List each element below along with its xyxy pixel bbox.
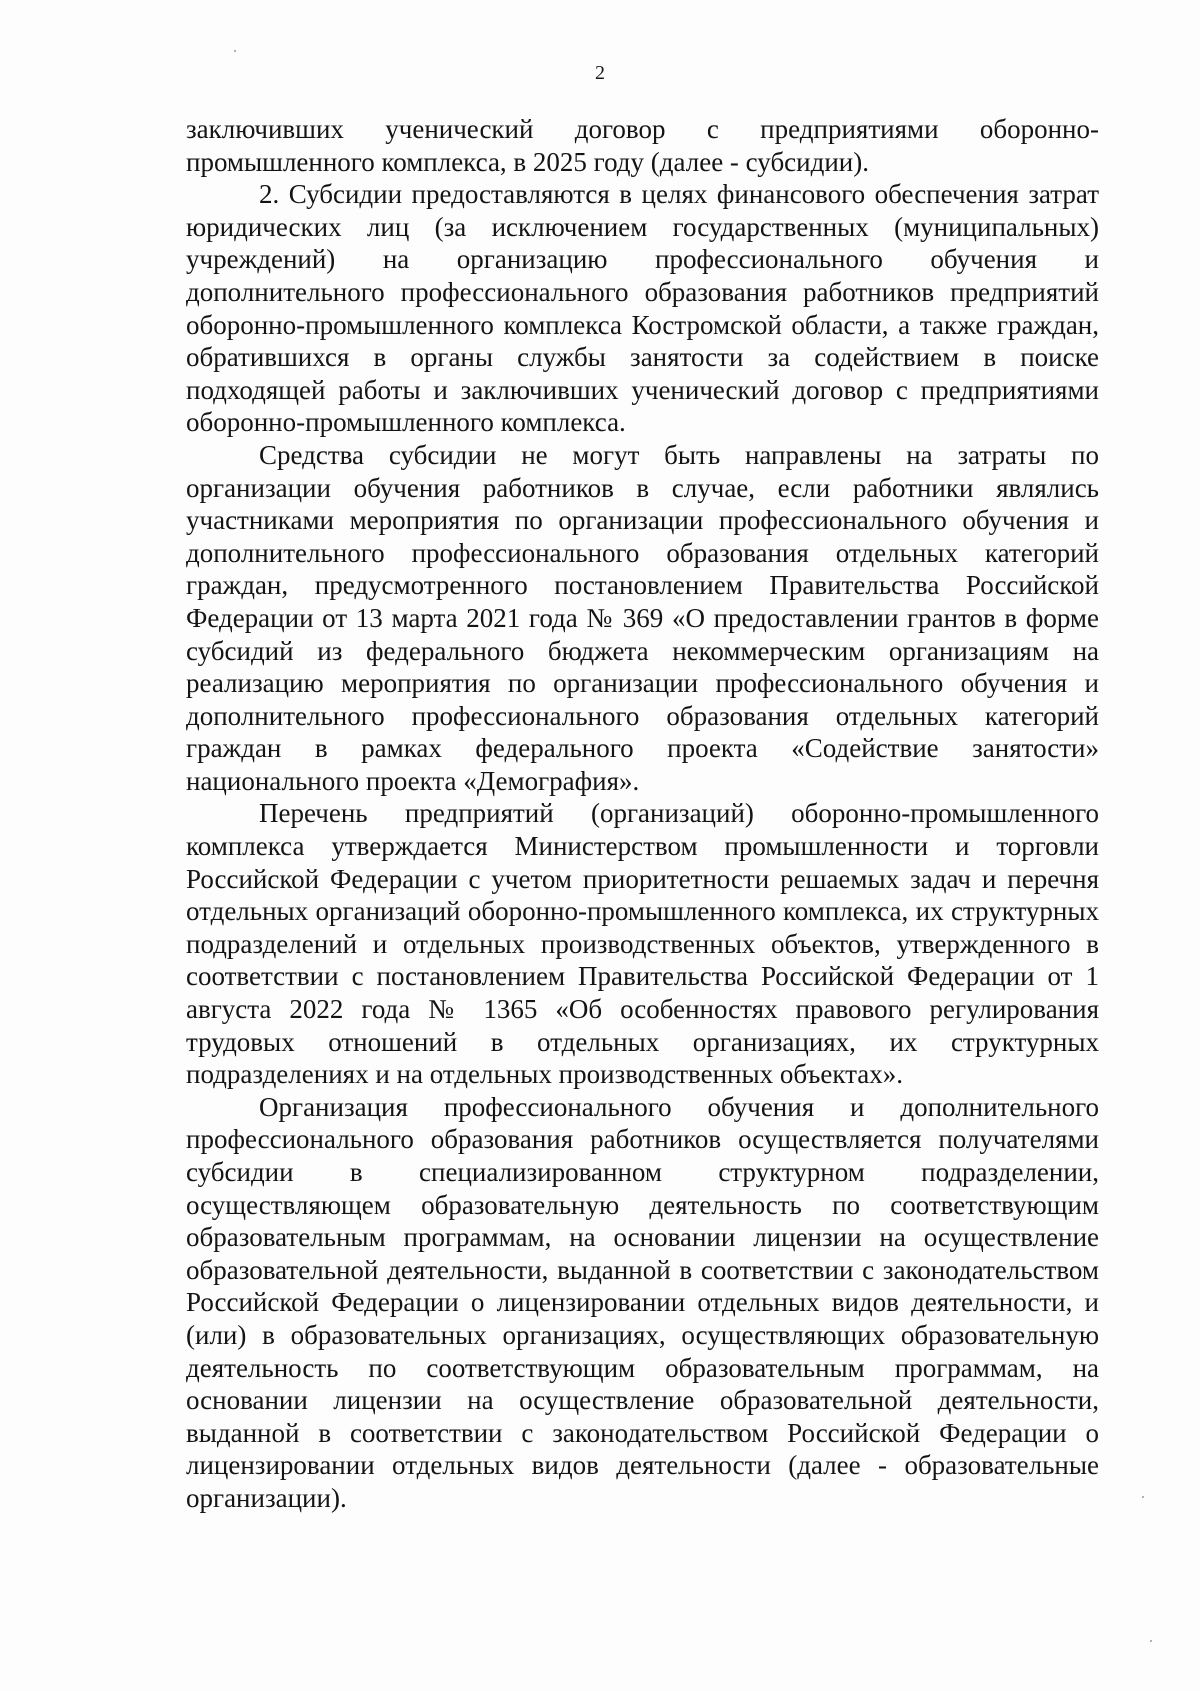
paragraph-training-organization: Организация профессионального обучения и дополнительного профессионального образования работников осуществляется получателями субсидии в специализированном структурном подразделении, осуществляющем образовательную деятельность по соответствующим образовательным программам, на основании лицензии на осуществление образовательной деятельности, выданной в соответствии с законодательством Российской Федерации о лицензировании отдельных видов деятельности, и (или) в образовательных организациях, осуществляющих образовательную деятельность по соответствующим образовательным программам, на основании лицензии на осуществление образовательной деятельности, выданной в соответствии с законодательством Российской Федерации о лицензировании отдельных видов деятельности (далее - образовательные организации). xyxy=(186,1091,1099,1513)
paragraph-subsidy-purpose: 2. Субсидии предоставляются в целях финансового обеспечения затрат юридических лиц (за исключением государственных (муниципальных) учреждений) на организацию профессионального обучения и дополнительного профессионального образования работников предприятий оборонно-промышленного комплекса Костромской области, а также граждан, обратившихся в органы службы занятости за содействием в поиске подходящей работы и заключивших ученический договор с предприятиями оборонно-промышленного комплекса. xyxy=(186,179,1099,438)
scan-speck xyxy=(1142,1496,1144,1498)
paragraph-continuation: заключивших ученический договор с предприятиями оборонно-промышленного комплекса, в 2025 году (далее - субсидии). xyxy=(186,114,1099,177)
scan-speck xyxy=(234,50,236,52)
paragraph-subsidy-restrictions: Средства субсидии не могут быть направлены на затраты по организации обучения работников в случае, если работники являлись участниками мероприятия по организации профессионального обучения и дополнительного профессионального образования отдельных категорий граждан, предусмотренного постановлением Правительства Российской Федерации от 13 марта 2021 года № 369 «О предоставлении грантов в форме субсидий из федерального бюджета некоммерческим организациям на реализацию мероприятия по организации профессионального обучения и дополнительного профессионального образования отдельных категорий граждан в рамках федерального проекта «Содействие занятости» национального проекта «Демография». xyxy=(186,439,1099,796)
document-body xyxy=(186,113,1099,1515)
paragraph-enterprise-list: Перечень предприятий (организаций) оборонно-промышленного комплекса утверждается Министерством промышленности и торговли Российской Федерации с учетом приоритетности решаемых задач и перечня отдельных организаций оборонно-промышленного комплекса, их структурных подразделений и отдельных производственных объектов, утвержденного в соответствии с постановлением Правительства Российской Федерации от 1 августа 2022 года № 1365 «Об особенностях правового регулирования трудовых отношений в отдельных организациях, их структурных подразделениях и на отдельных производственных объектах». xyxy=(186,798,1099,1090)
page-number: 2 xyxy=(595,62,605,84)
scan-speck xyxy=(1150,1640,1152,1642)
